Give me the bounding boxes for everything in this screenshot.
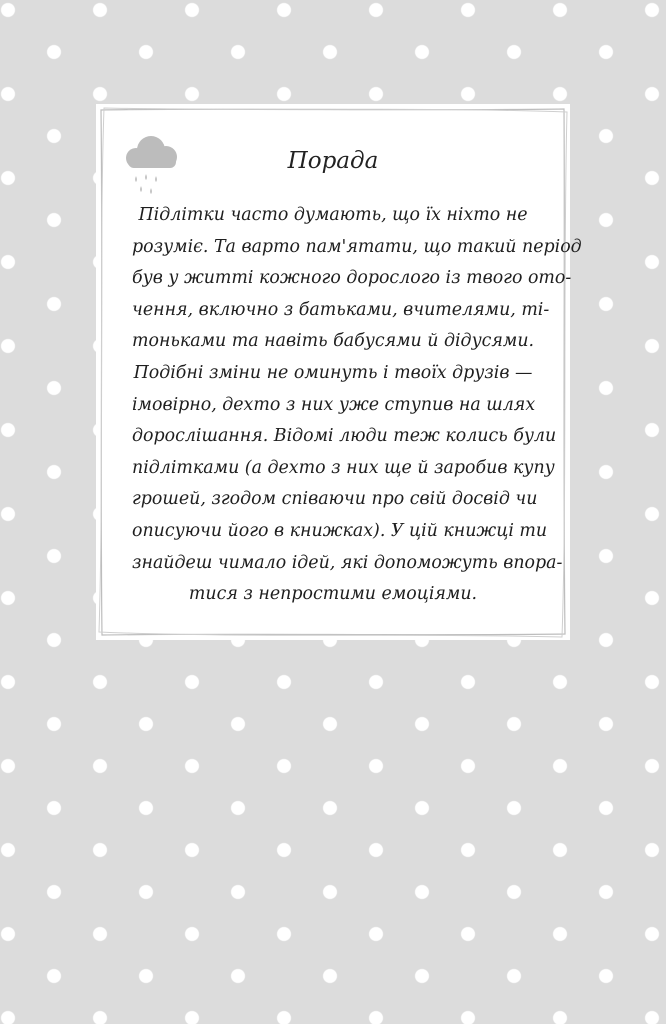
- tip-body-line: описуючи його в книжках). У цій книжці ти: [132, 520, 548, 541]
- tip-body-line: був у житті кожного дорослого із твого ото-: [132, 268, 572, 289]
- tip-box: [96, 104, 582, 640]
- tip-body-text: [132, 200, 582, 611]
- tip-body-line: грошей, згодом співаючи про свій досвід чи: [132, 489, 538, 510]
- tip-body-line: Підлітки часто думають, що їх ніхто не: [138, 205, 528, 225]
- tip-body-line: чення, включно з батьками, вчителями, ті-: [132, 299, 550, 320]
- tip-body-line: знайдеш чимало ідей, які допоможуть впора-: [132, 552, 563, 573]
- tip-body-line: розуміє. Та варто пам'ятати, що такий період: [132, 236, 582, 257]
- tip-body-line: підлітками (а дехто з них ще й заробив купу: [132, 457, 555, 478]
- tip-title: Порада: [287, 148, 379, 174]
- tip-body-line: Подібні зміни не оминуть і твоїх друзів —: [133, 362, 533, 383]
- tip-body-line: імовірно, дехто з них уже ступив на шлях: [132, 394, 536, 415]
- tip-body-line: дорослішання. Відомі люди теж колись були: [132, 426, 557, 447]
- tip-body-line: тоньками та навіть бабусями й дідусями.: [132, 331, 535, 352]
- tip-body-line: тися з непростими емоціями.: [188, 584, 478, 605]
